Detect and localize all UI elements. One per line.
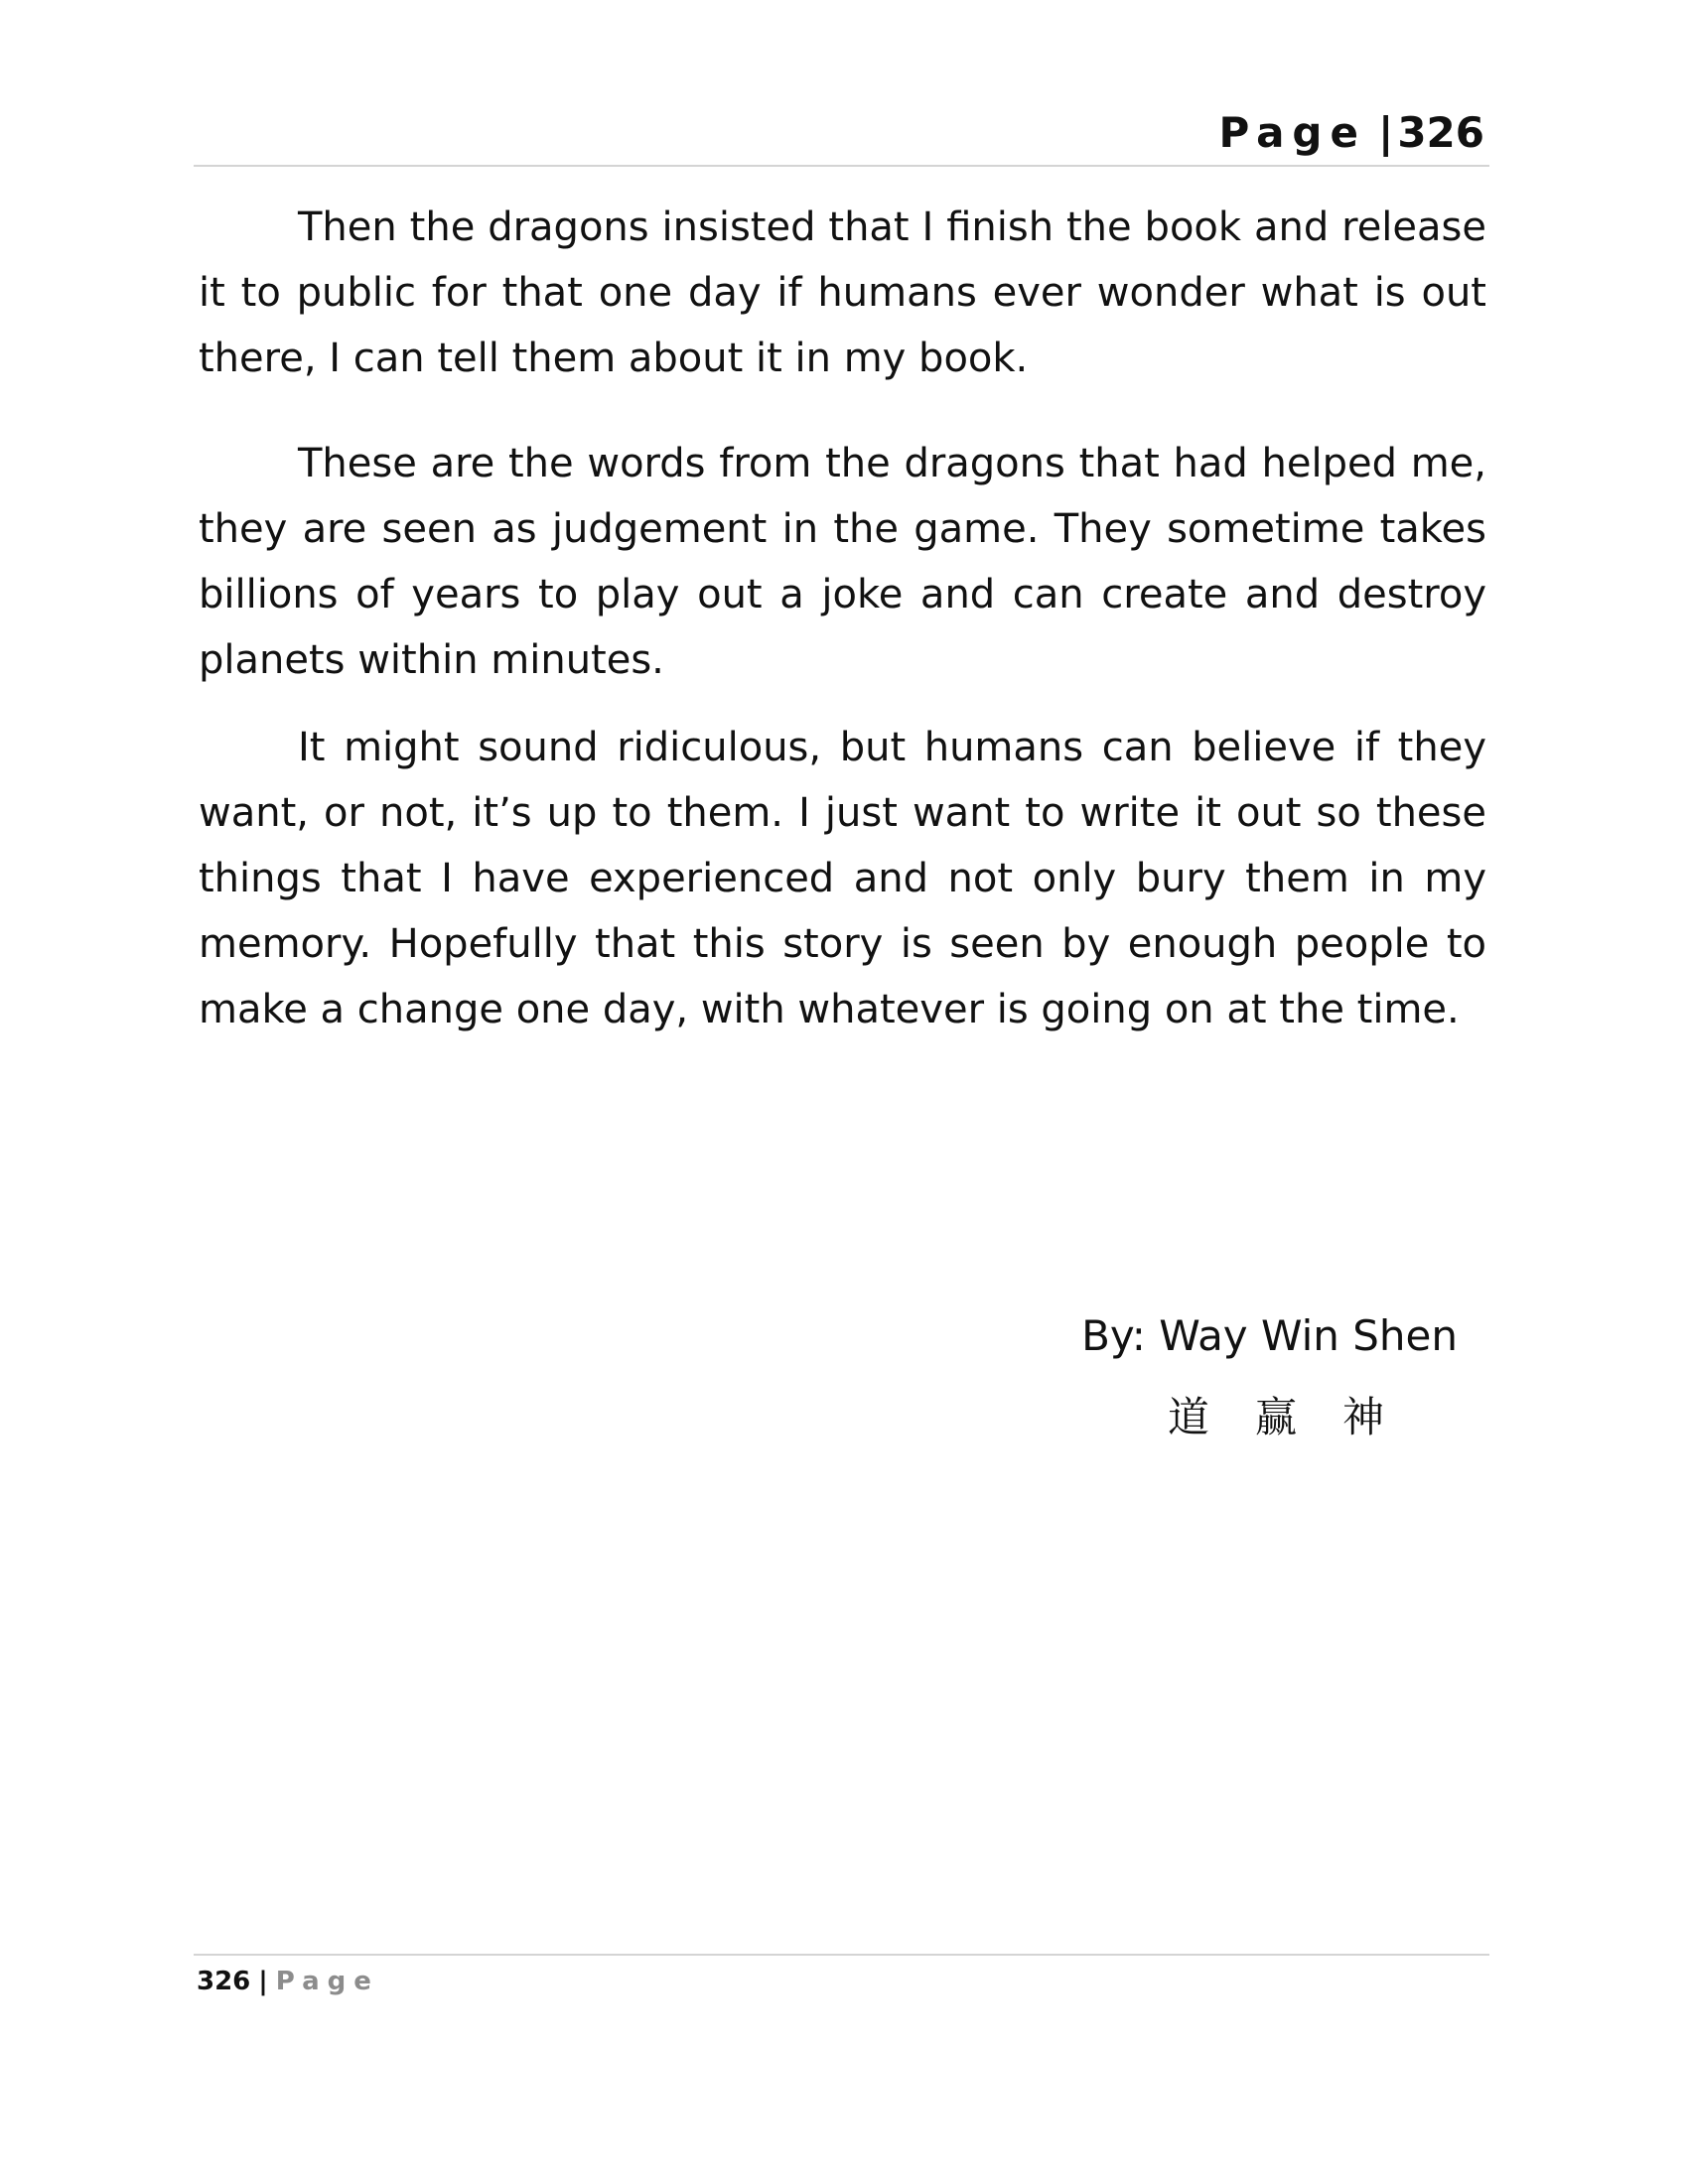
header-separator: | <box>1377 108 1394 157</box>
paragraph-3: It might sound ridiculous, but humans can believe if they want, or not, it’s up to them. I just want to write it out so these things that I have experienced and not only bury them in my memory. Hopefully that this story is seen by enough people to make a change one day, with whatever is going on at the time. <box>199 725 1486 1032</box>
document-body <box>199 195 1486 1042</box>
footer-separator: | <box>258 1967 268 1996</box>
paragraph-1: Then the dragons insisted that I finish the book and release it to public for that one day if humans ever wonder what is out there, I can tell them about it in my book. <box>199 205 1486 381</box>
header-page-number: 326 <box>1397 108 1484 157</box>
page-footer <box>197 1962 379 2001</box>
footer-page-number: 326 <box>197 1967 251 1996</box>
author-byline: By: Way Win Shen <box>1081 1311 1458 1360</box>
page-header <box>194 103 1484 163</box>
header-page-label: Page <box>1218 108 1366 157</box>
footer-divider <box>194 1954 1489 1956</box>
author-chinese-name: 道赢神 <box>1167 1393 1430 1441</box>
paragraph-2: These are the words from the dragons that had helped me, they are seen as judgement in the game. They sometime takes billions of years to play out a joke and can create and destroy planets within minutes. <box>199 441 1486 683</box>
footer-page-label: Page <box>275 1967 379 1996</box>
header-divider <box>194 165 1489 167</box>
